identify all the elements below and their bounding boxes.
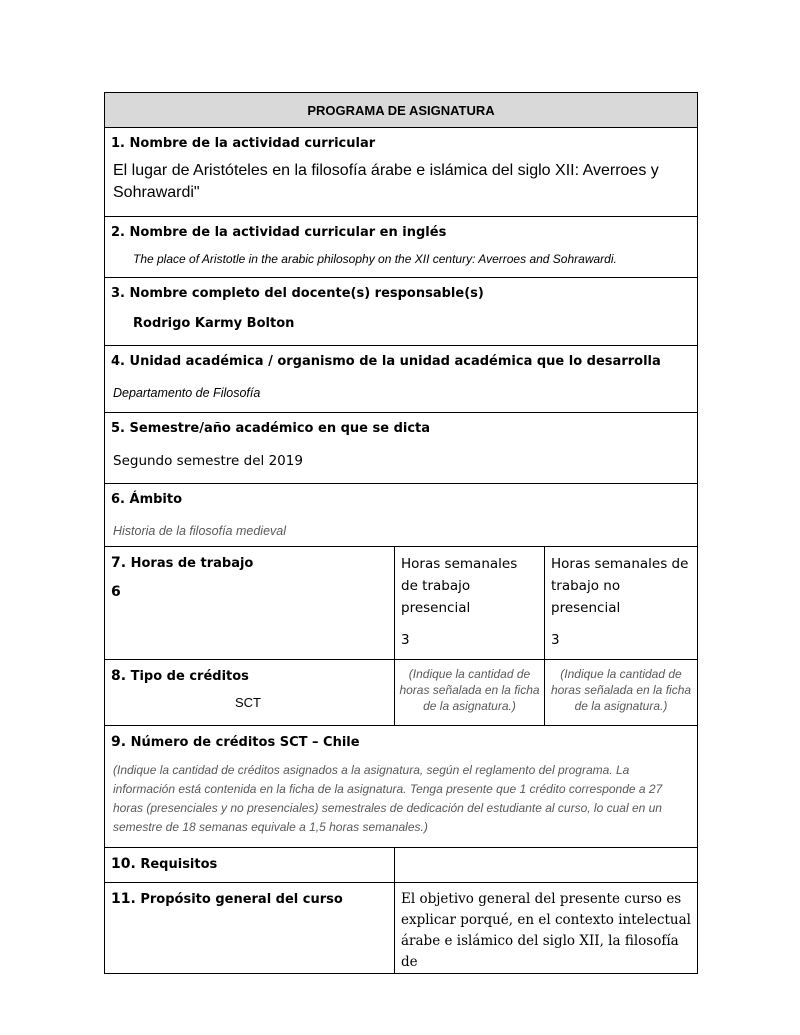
section-11-number: 11.: [111, 891, 136, 907]
presential-hours-label: Horas semanales de trabajo presencial: [401, 556, 518, 616]
section-9: [105, 726, 698, 848]
credits-note: (Indique la cantidad de créditos asignados a la asignatura, según el reglamento del programa. La información está contenida en la ficha de la asignatura. Tenga presente que 1 crédito corresponde a 27 horas (presenciales y no presenciales) semestrales de dedicación del estudiante al curso, lo cual en un semestre de 18 semanas equivale a 1,5 horas semanales.): [113, 763, 663, 834]
section-5: [105, 413, 698, 484]
section-6: [105, 484, 698, 547]
academic-unit: Departamento de Filosofía: [113, 386, 261, 400]
hours-note-2: (Indique la cantidad de horas señalada en la ficha de la asignatura.): [545, 660, 698, 726]
section-2-label: 2. Nombre de la actividad curricular en inglés: [111, 225, 447, 240]
teacher-name: Rodrigo Karmy Bolton: [133, 316, 295, 331]
program-table: [104, 92, 698, 974]
section-1: [105, 128, 698, 217]
section-4-label: 4. Unidad académica / organismo de la unidad académica que lo desarrolla: [111, 354, 661, 369]
page-title: PROGRAMA DE ASIGNATURA: [105, 93, 698, 128]
requirements-value: [395, 848, 698, 883]
course-purpose: El objetivo general del presente curso es explicar porqué, en el contexto intelectual árabe e islámico del siglo XII, la filosofía de: [395, 883, 698, 974]
section-6-label: 6. Ámbito: [111, 492, 183, 507]
section-8-label: Tipo de créditos: [130, 669, 249, 684]
section-10: [105, 848, 395, 883]
section-3: [105, 278, 698, 346]
semester: Segundo semestre del 2019: [113, 453, 303, 469]
section-9-label: Número de créditos SCT – Chile: [130, 735, 360, 750]
scope: Historia de la filosofía medieval: [113, 524, 286, 538]
section-9-number: 9.: [111, 734, 127, 750]
total-hours: 6: [111, 584, 121, 600]
section-7-number: 7.: [111, 555, 127, 571]
section-1-label: 1. Nombre de la actividad curricular: [111, 136, 376, 151]
section-4: [105, 346, 698, 413]
section-11: [105, 883, 395, 974]
nonpresential-hours-label: Horas semanales de trabajo no presencial: [551, 556, 689, 616]
presential-hours-value: 3: [401, 632, 410, 648]
section-8-number: 8.: [111, 668, 127, 684]
course-name-english: The place of Aristotle in the arabic philosophy on the XII century: Averroes and Sohrawardi.: [133, 252, 617, 266]
section-11-label: Propósito general del curso: [140, 892, 343, 907]
nonpresential-hours-cell: [545, 547, 698, 660]
course-name: El lugar de Aristóteles en la filosofía árabe e islámica del siglo XII: Averroes y Sohrawardi": [113, 162, 659, 201]
section-10-number: 10.: [111, 856, 136, 872]
section-8: [105, 660, 395, 726]
section-2: [105, 217, 698, 278]
section-7-label: Horas de trabajo: [130, 556, 254, 571]
section-7: [105, 547, 395, 660]
section-5-label: 5. Semestre/año académico en que se dicta: [111, 421, 431, 436]
section-3-label: 3. Nombre completo del docente(s) responsable(s): [111, 286, 484, 301]
nonpresential-hours-value: 3: [551, 632, 560, 648]
section-10-label: Requisitos: [140, 857, 218, 872]
hours-note-1: (Indique la cantidad de horas señalada en la ficha de la asignatura.): [395, 660, 545, 726]
credit-type: SCT: [235, 695, 261, 710]
presential-hours-cell: [395, 547, 545, 660]
